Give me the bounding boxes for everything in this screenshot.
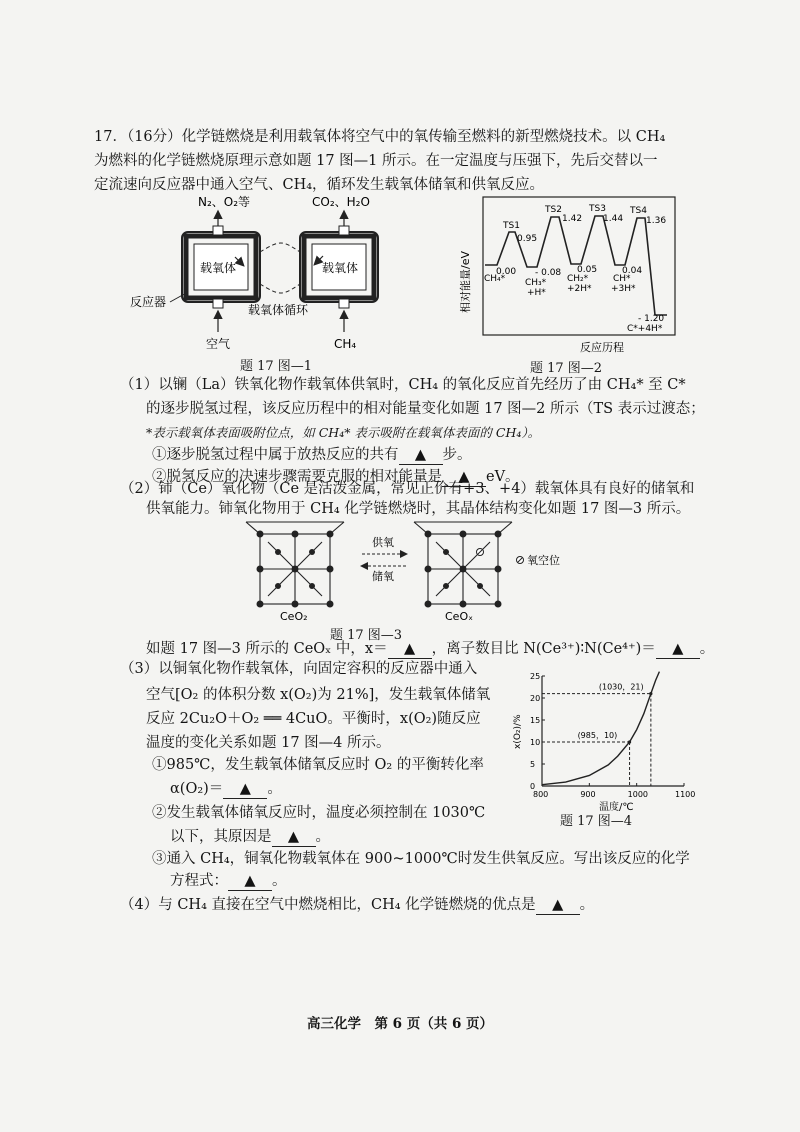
part3-q2-line-2: 以下，其原因是 ▲ 。	[170, 829, 330, 845]
part3-line-1: （3）以铜氧化物作载氧体，向固定容积的反应器中通入	[120, 661, 478, 677]
part4-q-text: （4）与 CH₄ 直接在空气中燃烧相比，CH₄ 化学链燃烧的优点是	[120, 897, 536, 913]
part2-q-end: 。	[699, 641, 715, 657]
x-tick-label: 1000	[627, 790, 649, 799]
fig2-species-c4h: C*+4H*	[627, 324, 663, 334]
fig2-ts4-energy: 1.36	[646, 216, 667, 226]
fig2-species-h: +H*	[527, 288, 546, 298]
y-tick-label: 10	[530, 738, 541, 747]
part2-line-2: 供氧能力。铈氧化物用于 CH₄ 化学链燃烧时，其晶体结构变化如题 17 图—3 所示。	[146, 501, 691, 517]
x-tick-label: 900	[580, 790, 596, 799]
x-axis-label: 温度/℃	[599, 802, 634, 812]
part3-q2-text: 以下，其原因是	[170, 829, 272, 845]
question-intro-line-2: 为燃料的化学链燃烧原理示意如题 17 图—1 所示。在一定温度与压强下，先后交替以一	[94, 153, 658, 169]
figure-17-3	[240, 520, 560, 624]
point-annotation: (985，10)	[577, 731, 618, 740]
fig1-box-label-right: 载氧体	[322, 261, 359, 275]
fig2-caption: 题 17 图—2	[530, 361, 603, 376]
fig2-level-4: - 1.20	[638, 314, 665, 324]
fig1-box-label-left: 载氧体	[200, 261, 237, 275]
fig2-ts1-energy: 0.95	[517, 234, 538, 244]
part2-question	[146, 640, 714, 659]
x-tick-label: 800	[533, 790, 549, 799]
part1-line-1: （1）以镧（La）铁氧化物作载氧体供氧时，CH₄ 的氧化反应首先经历了由 CH₄* 至 C*	[120, 377, 686, 393]
fig3-left-label: CeO₂	[280, 610, 308, 623]
answer-blank[interactable]: ▲	[388, 640, 432, 659]
x-tick-label: 1100	[675, 790, 696, 799]
answer-blank[interactable]: ▲	[272, 828, 316, 847]
fig2-ts2: TS2	[545, 205, 562, 215]
data-point	[628, 740, 631, 743]
fig1-fuel-label: CH₄	[334, 337, 357, 351]
answer-blank[interactable]: ▲	[442, 468, 486, 487]
fig1-top-left: N₂、O₂等	[198, 195, 251, 209]
answer-blank[interactable]: ▲	[656, 640, 700, 659]
y-axis-label: x(O₂)/%	[513, 714, 523, 749]
part2-q-text: 如题 17 图—3 所示的 CeOₓ 中，x＝	[146, 641, 388, 657]
question-intro-line-3: 定流速向反应器中通入空气、CH₄，循环发生载氧体储氧和供氧反应。	[94, 177, 545, 193]
fig2-species-ch2: CH₂*	[567, 274, 589, 284]
part3-q1-line-1: ①985℃，发生载氧体储氧反应时 O₂ 的平衡转化率	[152, 757, 484, 773]
fig1-caption: 题 17 图—1	[240, 359, 313, 374]
fig2-species-ch4: CH₄*	[484, 274, 506, 284]
part3-q3-line-2: 方程式： ▲ 。	[170, 873, 287, 889]
fig2-species-3h: +3H*	[611, 284, 636, 294]
answer-blank[interactable]: ▲	[399, 446, 443, 465]
part3-q1-line-2: α(O₂)＝ ▲ 。	[170, 781, 282, 797]
fig2-ts3: TS3	[589, 204, 606, 214]
page-footer: 高三化学 第 6 页（共 6 页）	[306, 1016, 494, 1032]
data-point	[649, 692, 652, 695]
fig2-ts2-energy: 1.42	[562, 214, 583, 224]
part4-question	[120, 896, 594, 915]
part1-q1	[152, 446, 472, 465]
figure-17-2	[455, 195, 680, 355]
fig2-ts1: TS1	[503, 221, 520, 231]
fig3-store: 储氧	[372, 570, 394, 583]
fig3-supply: 供氧	[372, 536, 394, 549]
fig2-level-2: 0.05	[577, 265, 598, 275]
part1-q2-end: eV。	[486, 469, 520, 485]
part3-q1-text: α(O₂)＝	[170, 781, 224, 797]
y-tick-label: 25	[530, 672, 541, 681]
figure-17-4-chart	[500, 670, 700, 812]
y-tick-label: 5	[530, 760, 536, 769]
fig1-top-right: CO₂、H₂O	[312, 195, 370, 209]
figure-17-1	[130, 192, 420, 357]
fig1-air-label: 空气	[206, 337, 231, 351]
fig2-species-ch: CH*	[613, 274, 631, 284]
y-tick-label: 0	[530, 782, 536, 791]
fig2-ts3-energy: 1.44	[603, 214, 624, 224]
part1-q1-end: 步。	[442, 447, 472, 463]
y-tick-label: 15	[530, 716, 541, 725]
fig2-level-0: 0.00	[496, 267, 517, 277]
fig2-level-3: 0.04	[622, 266, 643, 276]
fig3-caption: 题 17 图—3	[330, 628, 403, 643]
part1-line-3: *表示载氧体表面吸附位点，如 CH₄* 表示吸附在载氧体表面的 CH₄）。	[146, 425, 541, 440]
part1-q2-text: ②脱氢反应的决速步骤需要克服的相对能量是	[152, 469, 442, 485]
fig3-legend: 氧空位	[527, 554, 560, 567]
part2-q-mid: ，离子数目比 N(Ce³⁺)∶N(Ce⁴⁺)＝	[431, 641, 656, 657]
fig2-ylabel: 相对能量/eV	[459, 251, 472, 313]
fig2-level-1: - 0.08	[535, 268, 562, 278]
part3-line-4: 温度的变化关系如题 17 图—4 所示。	[146, 735, 391, 751]
answer-blank[interactable]: ▲	[536, 896, 580, 915]
part3-line-3: 反应 2Cu₂O＋O₂ ══ 4CuO。平衡时，x(O₂)随反应	[146, 711, 481, 727]
fig2-xlabel: 反应历程	[580, 341, 624, 354]
part3-q3-line-1: ③通入 CH₄，铜氧化物载氧体在 900~1000℃时发生供氧反应。写出该反应的化学	[152, 851, 690, 867]
part2-line-1: （2）铈（Ce）氧化物（Ce 是活泼金属，常见正价有+3、+4）载氧体具有良好的储氧和	[120, 481, 695, 497]
fig3-right-label: CeOₓ	[445, 610, 473, 623]
part1-line-2: 的逐步脱氢过程，该反应历程中的相对能量变化如题 17 图—2 所示（TS 表示过渡态；	[146, 401, 705, 417]
question-intro-line-1: 17．（16分）化学链燃烧是利用载氧体将空气中的氧传输至燃料的新型燃烧技术。以 CH₄	[94, 129, 666, 145]
fig1-cycle-label: 载氧体循环	[248, 303, 309, 317]
fig2-species-2h: +2H*	[567, 284, 592, 294]
part1-q1-text: ①逐步脱氢过程中属于放热反应的共有	[152, 447, 399, 463]
fig2-ts4: TS4	[630, 206, 647, 216]
fig4-caption: 题 17 图—4	[560, 814, 633, 829]
answer-blank[interactable]: ▲	[228, 872, 272, 891]
part3-q3-text: 方程式：	[170, 873, 228, 889]
fig1-reactor-label: 反应器	[130, 295, 167, 309]
part4-q-end: 。	[579, 897, 595, 913]
part3-line-2: 空气[O₂ 的体积分数 x(O₂)为 21%]，发生载氧体储氧	[146, 687, 491, 703]
answer-blank[interactable]: ▲	[223, 780, 267, 799]
fig2-species-ch3: CH₃*	[525, 278, 547, 288]
y-tick-label: 20	[530, 694, 541, 703]
point-annotation: (1030，21)	[598, 682, 644, 692]
part3-q2-line-1: ②发生载氧体储氧反应时，温度必须控制在 1030℃	[152, 805, 486, 821]
